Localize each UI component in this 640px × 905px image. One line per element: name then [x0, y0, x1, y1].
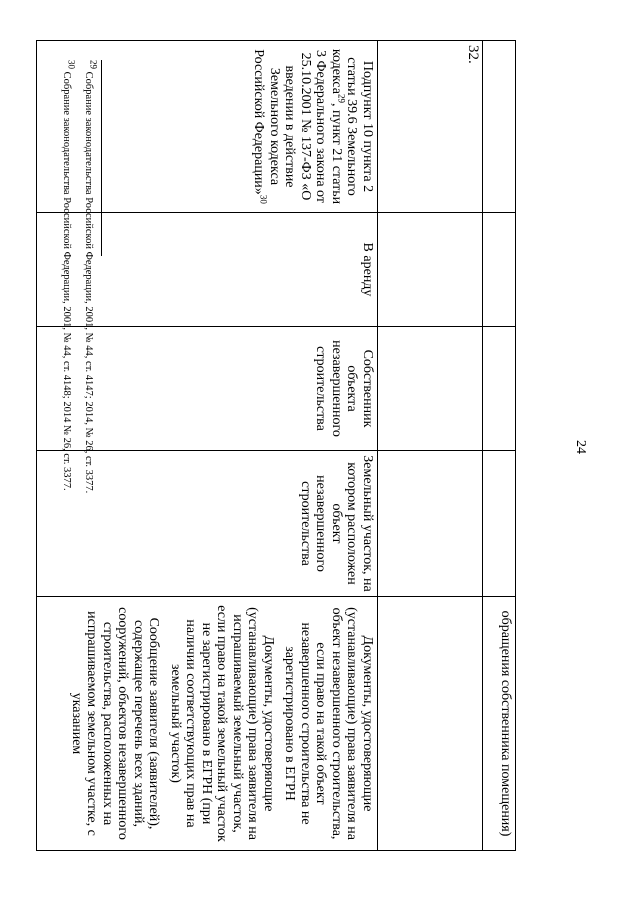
documents-cell	[37, 597, 378, 851]
legal-basis-text-1: Подпункт 10 пункта 2 статьи 39.6 Земельного кодекса	[329, 48, 375, 196]
footnote-ref-30: 30	[259, 194, 270, 204]
footnotes	[55, 60, 99, 493]
table-row	[378, 41, 483, 851]
right-type-cell: В аренду	[37, 213, 378, 327]
table-cell	[378, 213, 483, 327]
applicant-cell: Собственник объекта незавершенного строительства	[37, 327, 378, 451]
table-cell	[378, 327, 483, 451]
footnote-29: $^{29}$ Собрание законодательства Российской Федерации, 2001, № 44, ст. 4147; 2014, № 26, ст. 3377.	[83, 60, 99, 494]
footnote-separator	[101, 60, 102, 256]
table-cell	[483, 41, 516, 213]
footnote-30: $^{30}$ Собрание законодательства Российской Федерации, 2001, № 44, ст. 4148; 2014 № 26, ст. 3377.	[61, 60, 77, 491]
document-item: Сообщение заявителя (заявителей), содержащее перечень всех зданий, сооружений, объектов незавершенного строительства, расположенных на испрашиваемом земельном участке, с указанием	[69, 607, 162, 840]
table-cell	[378, 597, 483, 851]
legal-basis-text-2: , пункт 21 статьи 3 Федерального закона от 25.10.2001 № 137-ФЗ «О введении в действие Земельного кодекса Российской Федерации»	[251, 49, 344, 205]
footnote-ref-29: 29	[336, 94, 347, 103]
header-continuation: обращения собственника помещения)	[483, 597, 516, 851]
table-cell	[378, 451, 483, 597]
document-item: Документы, удостоверяющие (устанавливающие) права заявителя на испрашиваемый земельный участок, если право на такой земельный участок не зарегистрировано в ЕГРН (при наличии соответствующих прав на земельный участок)	[168, 605, 276, 842]
page-number: 24	[573, 440, 588, 454]
table-cell	[483, 213, 516, 327]
table-cell	[483, 451, 516, 597]
table-row	[483, 41, 516, 851]
land-rights-table	[36, 40, 516, 851]
row-number: 32.	[378, 41, 483, 213]
land-plot-cell: Земельный участок, на котором расположен объект незавершенного строительства	[37, 451, 378, 597]
table-cell	[483, 327, 516, 451]
document-item: Документы, удостоверяющие (устанавливающие) права заявителя на объект незавершенного строительства, если право на такой объект незавершенного строительства не зарегистрировано в ЕГРН	[282, 607, 375, 840]
